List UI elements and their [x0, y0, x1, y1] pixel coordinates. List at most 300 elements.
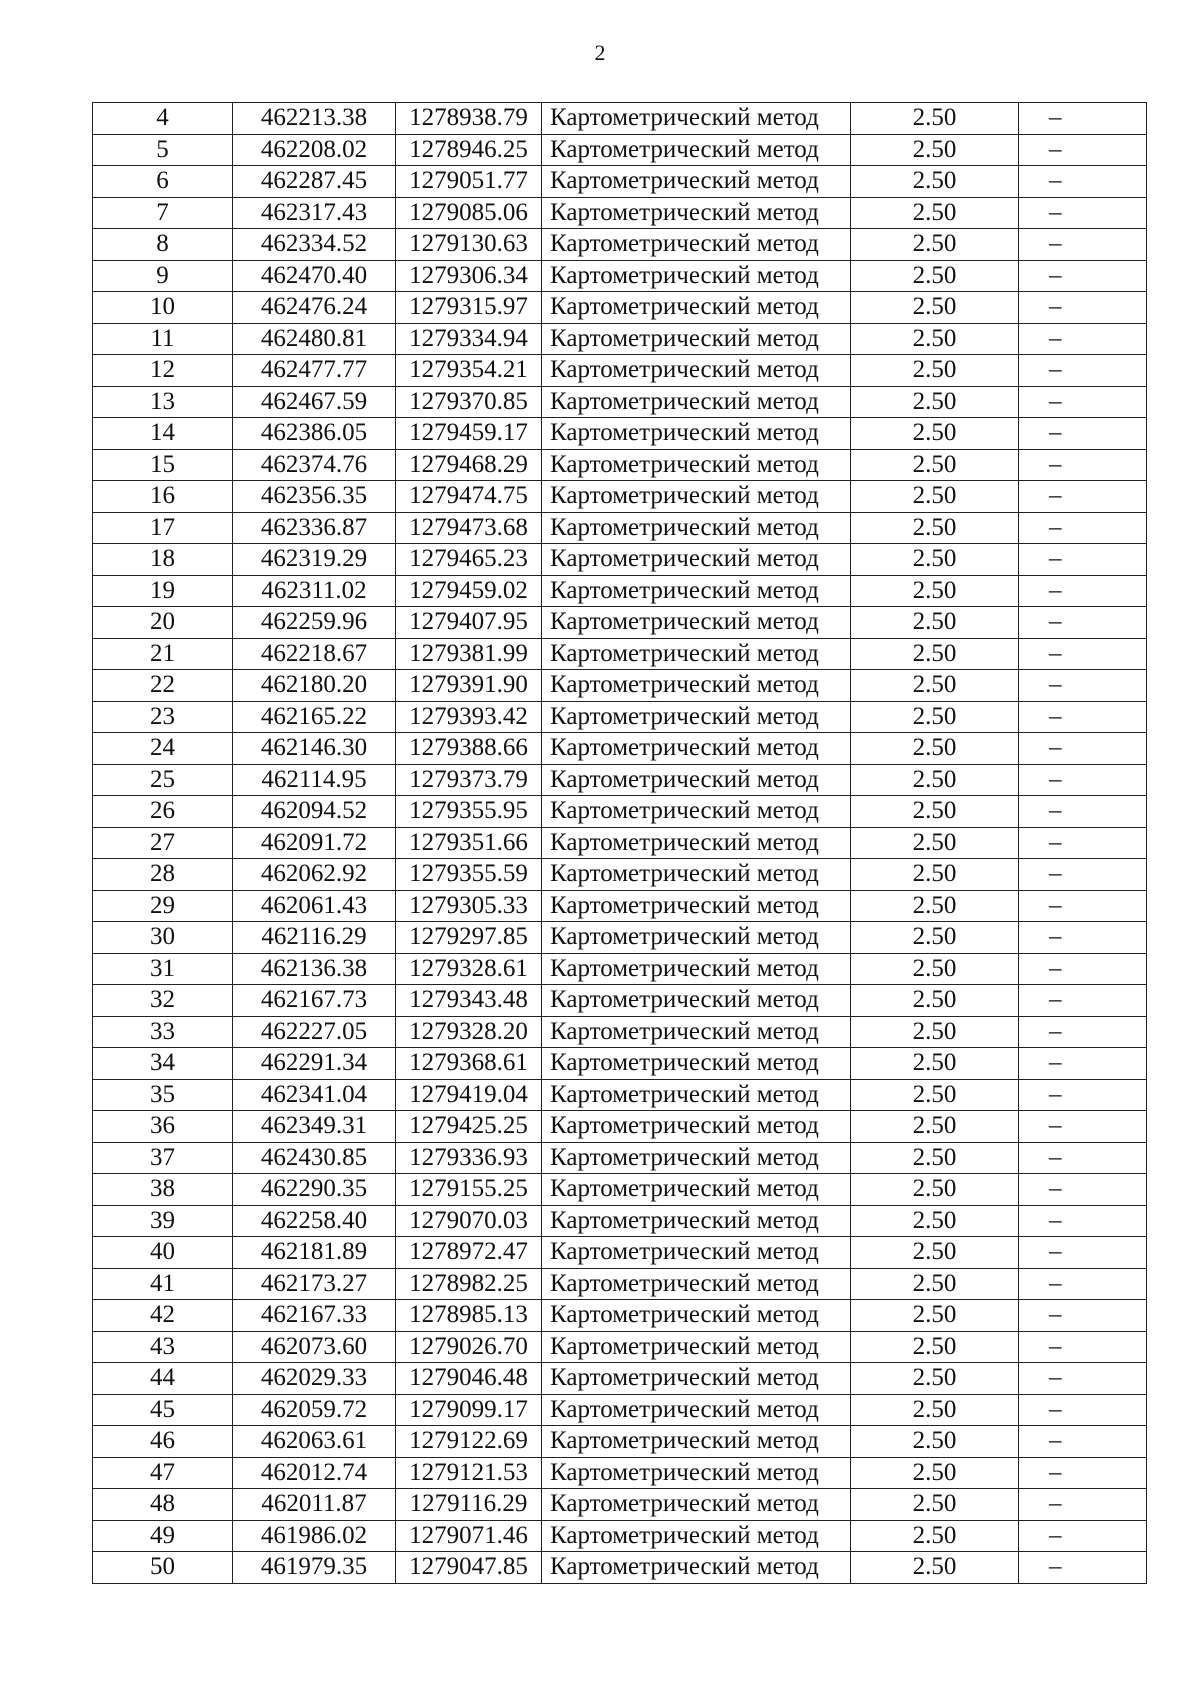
- x-coordinate-cell: 462386.05: [233, 418, 396, 450]
- point-number-cell: 40: [93, 1237, 233, 1269]
- method-cell: Картометрический метод: [542, 1205, 851, 1237]
- point-number-cell: 39: [93, 1205, 233, 1237]
- point-number-cell: 20: [93, 607, 233, 639]
- point-number-cell: 49: [93, 1520, 233, 1552]
- y-coordinate-cell: 1279071.46: [396, 1520, 542, 1552]
- accuracy-cell: 2.50: [851, 575, 1019, 607]
- note-cell: –: [1019, 985, 1147, 1017]
- table-row: [93, 1174, 1147, 1206]
- table-row: [93, 922, 1147, 954]
- y-coordinate-cell: 1279388.66: [396, 733, 542, 765]
- x-coordinate-cell: 462334.52: [233, 229, 396, 261]
- table-row: [93, 953, 1147, 985]
- x-coordinate-cell: 462374.76: [233, 449, 396, 481]
- method-cell: Картометрический метод: [542, 418, 851, 450]
- table-row: [93, 1394, 1147, 1426]
- method-cell: Картометрический метод: [542, 1457, 851, 1489]
- method-cell: Картометрический метод: [542, 1268, 851, 1300]
- accuracy-cell: 2.50: [851, 229, 1019, 261]
- y-coordinate-cell: 1279355.59: [396, 859, 542, 891]
- x-coordinate-cell: 462012.74: [233, 1457, 396, 1489]
- x-coordinate-cell: 462029.33: [233, 1363, 396, 1395]
- table-row: [93, 134, 1147, 166]
- point-number-cell: 34: [93, 1048, 233, 1080]
- note-cell: –: [1019, 449, 1147, 481]
- coordinates-table-body: [93, 103, 1147, 1584]
- table-row: [93, 1331, 1147, 1363]
- accuracy-cell: 2.50: [851, 134, 1019, 166]
- method-cell: Картометрический метод: [542, 1048, 851, 1080]
- note-cell: –: [1019, 1457, 1147, 1489]
- point-number-cell: 44: [93, 1363, 233, 1395]
- x-coordinate-cell: 462094.52: [233, 796, 396, 828]
- table-row: [93, 796, 1147, 828]
- table-row: [93, 575, 1147, 607]
- note-cell: –: [1019, 166, 1147, 198]
- method-cell: Картометрический метод: [542, 1079, 851, 1111]
- table-row: [93, 512, 1147, 544]
- x-coordinate-cell: 462470.40: [233, 260, 396, 292]
- x-coordinate-cell: 462319.29: [233, 544, 396, 576]
- method-cell: Картометрический метод: [542, 796, 851, 828]
- point-number-cell: 33: [93, 1016, 233, 1048]
- note-cell: –: [1019, 922, 1147, 954]
- method-cell: Картометрический метод: [542, 1300, 851, 1332]
- note-cell: –: [1019, 1048, 1147, 1080]
- x-coordinate-cell: 462258.40: [233, 1205, 396, 1237]
- y-coordinate-cell: 1279334.94: [396, 323, 542, 355]
- table-row: [93, 449, 1147, 481]
- point-number-cell: 15: [93, 449, 233, 481]
- table-row: [93, 260, 1147, 292]
- coordinates-table: [92, 102, 1147, 1584]
- method-cell: Картометрический метод: [542, 134, 851, 166]
- point-number-cell: 24: [93, 733, 233, 765]
- accuracy-cell: 2.50: [851, 670, 1019, 702]
- y-coordinate-cell: 1279336.93: [396, 1142, 542, 1174]
- table-row: [93, 607, 1147, 639]
- note-cell: –: [1019, 1079, 1147, 1111]
- y-coordinate-cell: 1279155.25: [396, 1174, 542, 1206]
- accuracy-cell: 2.50: [851, 386, 1019, 418]
- note-cell: –: [1019, 607, 1147, 639]
- page-number: 2: [594, 40, 606, 65]
- note-cell: –: [1019, 1394, 1147, 1426]
- note-cell: –: [1019, 197, 1147, 229]
- table-row: [93, 827, 1147, 859]
- note-cell: –: [1019, 953, 1147, 985]
- x-coordinate-cell: 462173.27: [233, 1268, 396, 1300]
- note-cell: –: [1019, 701, 1147, 733]
- note-cell: –: [1019, 1142, 1147, 1174]
- x-coordinate-cell: 462227.05: [233, 1016, 396, 1048]
- note-cell: –: [1019, 481, 1147, 513]
- note-cell: –: [1019, 859, 1147, 891]
- y-coordinate-cell: 1279407.95: [396, 607, 542, 639]
- accuracy-cell: 2.50: [851, 260, 1019, 292]
- note-cell: –: [1019, 103, 1147, 135]
- y-coordinate-cell: 1278972.47: [396, 1237, 542, 1269]
- accuracy-cell: 2.50: [851, 1268, 1019, 1300]
- point-number-cell: 42: [93, 1300, 233, 1332]
- note-cell: –: [1019, 733, 1147, 765]
- x-coordinate-cell: 462467.59: [233, 386, 396, 418]
- accuracy-cell: 2.50: [851, 292, 1019, 324]
- point-number-cell: 23: [93, 701, 233, 733]
- x-coordinate-cell: 462480.81: [233, 323, 396, 355]
- y-coordinate-cell: 1279468.29: [396, 449, 542, 481]
- accuracy-cell: 2.50: [851, 1016, 1019, 1048]
- point-number-cell: 47: [93, 1457, 233, 1489]
- method-cell: Картометрический метод: [542, 544, 851, 576]
- note-cell: –: [1019, 575, 1147, 607]
- y-coordinate-cell: 1279046.48: [396, 1363, 542, 1395]
- note-cell: –: [1019, 1237, 1147, 1269]
- x-coordinate-cell: 462430.85: [233, 1142, 396, 1174]
- y-coordinate-cell: 1279351.66: [396, 827, 542, 859]
- x-coordinate-cell: 462341.04: [233, 1079, 396, 1111]
- x-coordinate-cell: 461986.02: [233, 1520, 396, 1552]
- method-cell: Картометрический метод: [542, 670, 851, 702]
- accuracy-cell: 2.50: [851, 323, 1019, 355]
- x-coordinate-cell: 462180.20: [233, 670, 396, 702]
- y-coordinate-cell: 1279391.90: [396, 670, 542, 702]
- x-coordinate-cell: 462259.96: [233, 607, 396, 639]
- y-coordinate-cell: 1279315.97: [396, 292, 542, 324]
- note-cell: –: [1019, 1174, 1147, 1206]
- method-cell: Картометрический метод: [542, 1394, 851, 1426]
- point-number-cell: 13: [93, 386, 233, 418]
- point-number-cell: 46: [93, 1426, 233, 1458]
- note-cell: –: [1019, 418, 1147, 450]
- y-coordinate-cell: 1278946.25: [396, 134, 542, 166]
- x-coordinate-cell: 462218.67: [233, 638, 396, 670]
- y-coordinate-cell: 1279474.75: [396, 481, 542, 513]
- accuracy-cell: 2.50: [851, 544, 1019, 576]
- point-number-cell: 38: [93, 1174, 233, 1206]
- x-coordinate-cell: 462063.61: [233, 1426, 396, 1458]
- method-cell: Картометрический метод: [542, 260, 851, 292]
- note-cell: –: [1019, 229, 1147, 261]
- accuracy-cell: 2.50: [851, 1426, 1019, 1458]
- point-number-cell: 43: [93, 1331, 233, 1363]
- method-cell: Картометрический метод: [542, 607, 851, 639]
- x-coordinate-cell: 462291.34: [233, 1048, 396, 1080]
- y-coordinate-cell: 1279425.25: [396, 1111, 542, 1143]
- note-cell: –: [1019, 1489, 1147, 1521]
- x-coordinate-cell: 462165.22: [233, 701, 396, 733]
- method-cell: Картометрический метод: [542, 1174, 851, 1206]
- y-coordinate-cell: 1279459.02: [396, 575, 542, 607]
- point-number-cell: 4: [93, 103, 233, 135]
- y-coordinate-cell: 1279070.03: [396, 1205, 542, 1237]
- accuracy-cell: 2.50: [851, 1552, 1019, 1584]
- note-cell: –: [1019, 355, 1147, 387]
- y-coordinate-cell: 1279354.21: [396, 355, 542, 387]
- y-coordinate-cell: 1279305.33: [396, 890, 542, 922]
- accuracy-cell: 2.50: [851, 166, 1019, 198]
- x-coordinate-cell: 462061.43: [233, 890, 396, 922]
- table-row: [93, 890, 1147, 922]
- table-row: [93, 1489, 1147, 1521]
- note-cell: –: [1019, 260, 1147, 292]
- method-cell: Картометрический метод: [542, 1552, 851, 1584]
- point-number-cell: 22: [93, 670, 233, 702]
- table-row: [93, 733, 1147, 765]
- y-coordinate-cell: 1279370.85: [396, 386, 542, 418]
- note-cell: –: [1019, 796, 1147, 828]
- accuracy-cell: 2.50: [851, 922, 1019, 954]
- accuracy-cell: 2.50: [851, 890, 1019, 922]
- accuracy-cell: 2.50: [851, 355, 1019, 387]
- table-row: [93, 292, 1147, 324]
- method-cell: Картометрический метод: [542, 701, 851, 733]
- y-coordinate-cell: 1279368.61: [396, 1048, 542, 1080]
- table-row: [93, 1016, 1147, 1048]
- note-cell: –: [1019, 1111, 1147, 1143]
- table-row: [93, 103, 1147, 135]
- accuracy-cell: 2.50: [851, 1331, 1019, 1363]
- x-coordinate-cell: 462349.31: [233, 1111, 396, 1143]
- accuracy-cell: 2.50: [851, 1520, 1019, 1552]
- note-cell: –: [1019, 890, 1147, 922]
- method-cell: Картометрический метод: [542, 229, 851, 261]
- accuracy-cell: 2.50: [851, 481, 1019, 513]
- point-number-cell: 29: [93, 890, 233, 922]
- point-number-cell: 12: [93, 355, 233, 387]
- accuracy-cell: 2.50: [851, 796, 1019, 828]
- x-coordinate-cell: 461979.35: [233, 1552, 396, 1584]
- accuracy-cell: 2.50: [851, 827, 1019, 859]
- accuracy-cell: 2.50: [851, 859, 1019, 891]
- table-row: [93, 1079, 1147, 1111]
- accuracy-cell: 2.50: [851, 733, 1019, 765]
- method-cell: Картометрический метод: [542, 985, 851, 1017]
- table-row: [93, 670, 1147, 702]
- method-cell: Картометрический метод: [542, 481, 851, 513]
- table-row: [93, 166, 1147, 198]
- method-cell: Картометрический метод: [542, 292, 851, 324]
- table-row: [93, 1048, 1147, 1080]
- table-row: [93, 418, 1147, 450]
- note-cell: –: [1019, 512, 1147, 544]
- y-coordinate-cell: 1279328.20: [396, 1016, 542, 1048]
- y-coordinate-cell: 1279085.06: [396, 197, 542, 229]
- x-coordinate-cell: 462146.30: [233, 733, 396, 765]
- accuracy-cell: 2.50: [851, 638, 1019, 670]
- note-cell: –: [1019, 1300, 1147, 1332]
- y-coordinate-cell: 1279393.42: [396, 701, 542, 733]
- note-cell: –: [1019, 1426, 1147, 1458]
- table-row: [93, 1520, 1147, 1552]
- y-coordinate-cell: 1279473.68: [396, 512, 542, 544]
- method-cell: Картометрический метод: [542, 166, 851, 198]
- accuracy-cell: 2.50: [851, 953, 1019, 985]
- point-number-cell: 18: [93, 544, 233, 576]
- point-number-cell: 19: [93, 575, 233, 607]
- x-coordinate-cell: 462290.35: [233, 1174, 396, 1206]
- table-row: [93, 1300, 1147, 1332]
- x-coordinate-cell: 462476.24: [233, 292, 396, 324]
- table-row: [93, 1457, 1147, 1489]
- accuracy-cell: 2.50: [851, 1457, 1019, 1489]
- method-cell: Картометрический метод: [542, 1489, 851, 1521]
- point-number-cell: 17: [93, 512, 233, 544]
- table-row: [93, 764, 1147, 796]
- accuracy-cell: 2.50: [851, 1174, 1019, 1206]
- accuracy-cell: 2.50: [851, 1111, 1019, 1143]
- method-cell: Картометрический метод: [542, 386, 851, 418]
- table-row: [93, 701, 1147, 733]
- x-coordinate-cell: 462208.02: [233, 134, 396, 166]
- accuracy-cell: 2.50: [851, 701, 1019, 733]
- method-cell: Картометрический метод: [542, 355, 851, 387]
- table-row: [93, 1363, 1147, 1395]
- y-coordinate-cell: 1279297.85: [396, 922, 542, 954]
- y-coordinate-cell: 1279465.23: [396, 544, 542, 576]
- method-cell: Картометрический метод: [542, 953, 851, 985]
- point-number-cell: 28: [93, 859, 233, 891]
- method-cell: Картометрический метод: [542, 764, 851, 796]
- note-cell: –: [1019, 1552, 1147, 1584]
- y-coordinate-cell: 1278985.13: [396, 1300, 542, 1332]
- method-cell: Картометрический метод: [542, 1363, 851, 1395]
- note-cell: –: [1019, 670, 1147, 702]
- table-row: [93, 1426, 1147, 1458]
- point-number-cell: 50: [93, 1552, 233, 1584]
- table-row: [93, 1552, 1147, 1584]
- note-cell: –: [1019, 1331, 1147, 1363]
- accuracy-cell: 2.50: [851, 1489, 1019, 1521]
- method-cell: Картометрический метод: [542, 575, 851, 607]
- point-number-cell: 7: [93, 197, 233, 229]
- method-cell: Картометрический метод: [542, 1520, 851, 1552]
- y-coordinate-cell: 1279419.04: [396, 1079, 542, 1111]
- method-cell: Картометрический метод: [542, 323, 851, 355]
- accuracy-cell: 2.50: [851, 1394, 1019, 1426]
- table-row: [93, 638, 1147, 670]
- x-coordinate-cell: 462213.38: [233, 103, 396, 135]
- note-cell: –: [1019, 764, 1147, 796]
- point-number-cell: 31: [93, 953, 233, 985]
- accuracy-cell: 2.50: [851, 1300, 1019, 1332]
- y-coordinate-cell: 1279121.53: [396, 1457, 542, 1489]
- x-coordinate-cell: 462116.29: [233, 922, 396, 954]
- table-row: [93, 544, 1147, 576]
- point-number-cell: 48: [93, 1489, 233, 1521]
- y-coordinate-cell: 1279328.61: [396, 953, 542, 985]
- point-number-cell: 16: [93, 481, 233, 513]
- note-cell: –: [1019, 292, 1147, 324]
- method-cell: Картометрический метод: [542, 1142, 851, 1174]
- note-cell: –: [1019, 638, 1147, 670]
- accuracy-cell: 2.50: [851, 1205, 1019, 1237]
- point-number-cell: 36: [93, 1111, 233, 1143]
- note-cell: –: [1019, 544, 1147, 576]
- accuracy-cell: 2.50: [851, 764, 1019, 796]
- y-coordinate-cell: 1279373.79: [396, 764, 542, 796]
- note-cell: –: [1019, 1016, 1147, 1048]
- y-coordinate-cell: 1278938.79: [396, 103, 542, 135]
- table-row: [93, 1205, 1147, 1237]
- y-coordinate-cell: 1279355.95: [396, 796, 542, 828]
- accuracy-cell: 2.50: [851, 103, 1019, 135]
- point-number-cell: 27: [93, 827, 233, 859]
- method-cell: Картометрический метод: [542, 1331, 851, 1363]
- x-coordinate-cell: 462062.92: [233, 859, 396, 891]
- x-coordinate-cell: 462114.95: [233, 764, 396, 796]
- method-cell: Картометрический метод: [542, 1237, 851, 1269]
- point-number-cell: 32: [93, 985, 233, 1017]
- point-number-cell: 26: [93, 796, 233, 828]
- x-coordinate-cell: 462336.87: [233, 512, 396, 544]
- point-number-cell: 41: [93, 1268, 233, 1300]
- y-coordinate-cell: 1279026.70: [396, 1331, 542, 1363]
- table-row: [93, 355, 1147, 387]
- accuracy-cell: 2.50: [851, 1142, 1019, 1174]
- method-cell: Картометрический метод: [542, 512, 851, 544]
- x-coordinate-cell: 462091.72: [233, 827, 396, 859]
- point-number-cell: 37: [93, 1142, 233, 1174]
- point-number-cell: 9: [93, 260, 233, 292]
- point-number-cell: 14: [93, 418, 233, 450]
- note-cell: –: [1019, 1520, 1147, 1552]
- accuracy-cell: 2.50: [851, 1079, 1019, 1111]
- note-cell: –: [1019, 1363, 1147, 1395]
- point-number-cell: 10: [93, 292, 233, 324]
- method-cell: Картометрический метод: [542, 922, 851, 954]
- y-coordinate-cell: 1279122.69: [396, 1426, 542, 1458]
- x-coordinate-cell: 462011.87: [233, 1489, 396, 1521]
- accuracy-cell: 2.50: [851, 985, 1019, 1017]
- x-coordinate-cell: 462059.72: [233, 1394, 396, 1426]
- accuracy-cell: 2.50: [851, 1048, 1019, 1080]
- y-coordinate-cell: 1279130.63: [396, 229, 542, 261]
- x-coordinate-cell: 462181.89: [233, 1237, 396, 1269]
- note-cell: –: [1019, 134, 1147, 166]
- table-row: [93, 323, 1147, 355]
- table-row: [93, 1111, 1147, 1143]
- y-coordinate-cell: 1279306.34: [396, 260, 542, 292]
- table-row: [93, 386, 1147, 418]
- point-number-cell: 35: [93, 1079, 233, 1111]
- accuracy-cell: 2.50: [851, 418, 1019, 450]
- method-cell: Картометрический метод: [542, 103, 851, 135]
- y-coordinate-cell: 1279099.17: [396, 1394, 542, 1426]
- x-coordinate-cell: 462356.35: [233, 481, 396, 513]
- point-number-cell: 45: [93, 1394, 233, 1426]
- method-cell: Картометрический метод: [542, 733, 851, 765]
- accuracy-cell: 2.50: [851, 449, 1019, 481]
- point-number-cell: 8: [93, 229, 233, 261]
- y-coordinate-cell: 1279051.77: [396, 166, 542, 198]
- method-cell: Картометрический метод: [542, 1426, 851, 1458]
- x-coordinate-cell: 462136.38: [233, 953, 396, 985]
- table-row: [93, 1142, 1147, 1174]
- y-coordinate-cell: 1278982.25: [396, 1268, 542, 1300]
- method-cell: Картометрический метод: [542, 890, 851, 922]
- x-coordinate-cell: 462167.33: [233, 1300, 396, 1332]
- point-number-cell: 11: [93, 323, 233, 355]
- accuracy-cell: 2.50: [851, 197, 1019, 229]
- point-number-cell: 5: [93, 134, 233, 166]
- method-cell: Картометрический метод: [542, 1016, 851, 1048]
- x-coordinate-cell: 462287.45: [233, 166, 396, 198]
- point-number-cell: 21: [93, 638, 233, 670]
- table-row: [93, 229, 1147, 261]
- method-cell: Картометрический метод: [542, 1111, 851, 1143]
- y-coordinate-cell: 1279343.48: [396, 985, 542, 1017]
